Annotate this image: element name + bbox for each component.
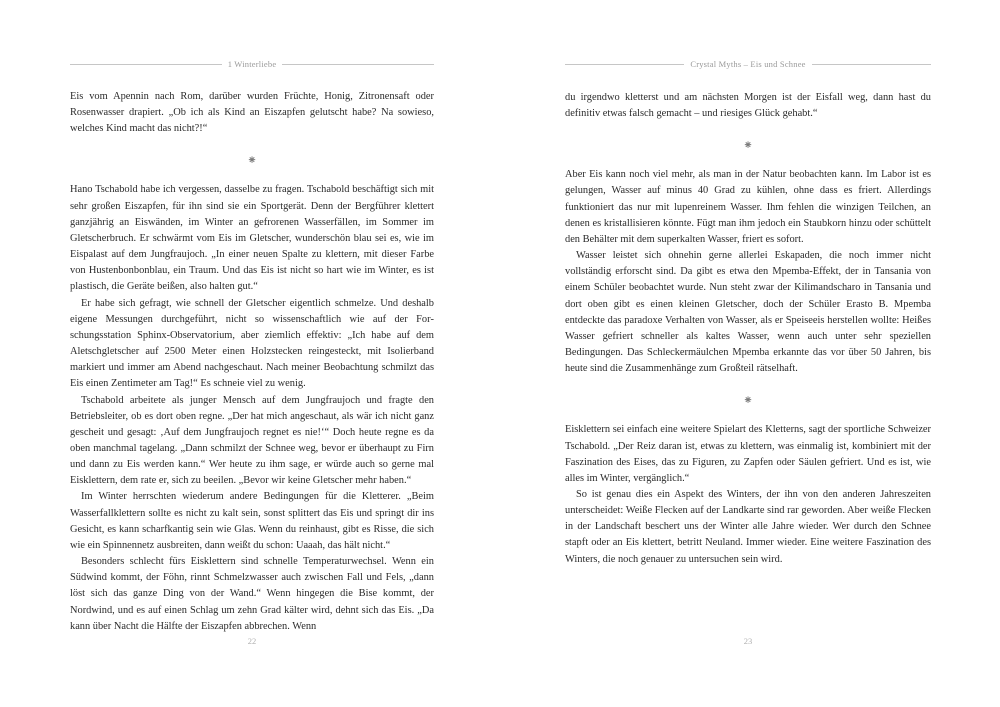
paragraph: du irgendwo kletterst und am nächsten Morgen ist der Eisfall weg, dann hast du definitiv etwas falsch gemacht – und riesiges Glück gehabt.“: [565, 92, 931, 120]
right-page: [565, 0, 931, 707]
page-number-left: 22: [247, 636, 257, 646]
section-break-ornament-icon: ⁕: [246, 153, 258, 168]
paragraph: Tschabold arbeitete als junger Mensch auf dem Jungfraujoch und fragte den Betriebsleiter, ob es dort oben regne. „Der hat mich angeschaut, als wär ich nicht ganz gescheit und gesagt: ‚Auf dem Jungfraujoch regnet es nie!‘“ Doch heute regne es da oben manchmal tagelang. „Dann schmilzt der Schnee weg, bevor er überhaupt zu Firn und dann zu Eis werden kann.“ Wer heute zu ihm sage, er würde auch so gerne mal Eisklettern, dem rate er, sich zu beeilen. „Bevor wir keine Gletscher mehr haben.“: [70, 394, 434, 487]
paragraph: Besonders schlecht fürs Eisklettern sind schnelle Temperaturwechsel. Wenn ein Südwind kommt, der Föhn, rinnt Schmelzwasser auch zwischen Fall und Fels, „dann löst sich das ganze Ding von der Wand.“ Wenn hingegen die Bise kommt, der Nordwind, und es auf einen Schlag um zehn Grad kälter wird, dehnt sich das Eis. „Da kann über Nacht die Hälfte der Eiszapfen abbrechen. Wenn: [70, 556, 434, 632]
left-running-head-title: 1 Winterliebe: [222, 59, 283, 69]
section-break-ornament-icon: ⁕: [742, 138, 754, 153]
right-body-text: [565, 90, 931, 568]
section-break-ornament-icon: ⁕: [742, 393, 754, 408]
page-number-right: 23: [743, 636, 753, 646]
paragraph: Eis vom Apennin nach Rom, darüber wurden Früchte, Honig, Zitronensaft oder Rosenwasser drapiert. „Ob ich als Kind an Eiszapfen gelutscht habe? Na sowieso, welches Kind macht das nicht?!“: [70, 91, 434, 135]
paragraph: Aber Eis kann noch viel mehr, als man in der Natur beobachten kann. Im Labor ist es gelungen, Wasser auf minus 40 Grad zu kühlen, ohne dass es friert. Allerdings funktioniert das nur mit lupenreinem Wasser. Ihm fehlen die winzigen Teilchen, an denen es kristallisieren könnte. Fügt man ihm jedoch ein Staubkorn hinzu oder schüttelt den Behälter mit dem superkalten Wasser, friert es sofort.: [565, 169, 931, 245]
left-body-text: [70, 89, 434, 635]
paragraph: Im Winter herrschten wiederum andere Bedingungen für die Kletterer. „Beim Wasserfallklettern sollte es nicht zu kalt sein, sonst splittert das Eis und springt dir ins Gesicht, es kann scharfkantig sein wie Glas. Wenn du reinhaust, gibt es Risse, die sich wie ein Spinnennetz ausbreiten, dann weißt du schon: Uaaah, das hält nicht.“: [70, 491, 434, 551]
paragraph: Wasser leistet sich ohnehin gerne allerlei Eskapaden, die noch immer nicht vollständig erforscht sind. Da gibt es etwa den Mpemba-Effekt, der in Tansania von einem Schüler beobachtet wurde. Nun steht zwar der Kilimandscharo in Tansania und dort oben gibt es einen kleinen Gletscher, doch der Schüler Erasto B. Mpemba entdeckte das paradoxe Verhalten von Wasser, als er Speiseeis herstellen wollte: Heißes Wasser gefriert schneller als kaltes Wasser, wenn auch unter sehr speziellen Bedingungen. Das Schleckermäulchen Mpemba erkannte das vor über 50 Jahren, bis heute sind die Zusammenhänge zum Großteil rätselhaft.: [565, 250, 931, 375]
paragraph: Hano Tschabold habe ich vergessen, dasselbe zu fragen. Tschabold beschäftigt sich mit sehr großen Eiszapfen, für ihn sind sie ein Sportgerät. Denn der Bergführer klettert ganzjährig an Eiswänden, im Winter an gefrorenen Wasserfällen, im Sommer im Gletscherbruch. Er schwärmt vom Eis im Gletscher, wunderschön blau sei es, wie im Eispalast auf dem Jungfraujoch. „In einer neuen Spalte zu klettern, mit dieser Farbe von Hustenbonbonblau, ein Traum. Und das Eis ist nicht so hart wie im Winter, es ist plastisch, die Geräte beißen, also halten gut.“: [70, 184, 434, 293]
right-running-head: [565, 58, 931, 70]
paragraph: So ist genau dies ein Aspekt des Winters, der ihn von den anderen Jahreszeiten unterscheidet: Weiße Flecken auf der Landkarte sind rar geworden. Aber weiße Flecken in der Landschaft beschert uns der Winter alle Jahre wieder. Wer durch den Schnee stapft oder an Eis klettert, betritt Neuland. Immer wieder. Eine weitere Faszination des Winters, die noch genauer zu untersuchen sein wird.: [565, 488, 931, 565]
left-running-head: [70, 58, 434, 70]
left-page: [70, 0, 434, 707]
right-running-head-title: Crystal Myths – Eis und Schnee: [684, 59, 811, 69]
paragraph: Er habe sich gefragt, wie schnell der Gletscher eigentlich schmelze. Und deshalb eigene Messungen durchgeführt, nicht so wissenschaftlich wie auf der Forschungsstation Sphinx-Observatorium, aber ziemlich effektiv: „Ich habe auf dem Aletschgletscher auf 2500 Meter einen Holzstecken reingesteckt, mit Isolierband markiert und immer am Abend nachgeschaut. Nach meiner Beobachtung schmilzt das Eis einen Zentimeter am Tag!“ Es schneie viel zu wenig.: [70, 297, 434, 390]
paragraph: Eisklettern sei einfach eine weitere Spielart des Kletterns, sagt der sportliche Schweizer Tschabold. „Der Reiz daran ist, etwas zu klettern, was einmalig ist, kombiniert mit der Faszination des Eises, das zu Figuren, zu Zapfen oder Säulen gefriert. Und es ist, wie alles im Winter, vergänglich.“: [565, 424, 931, 484]
